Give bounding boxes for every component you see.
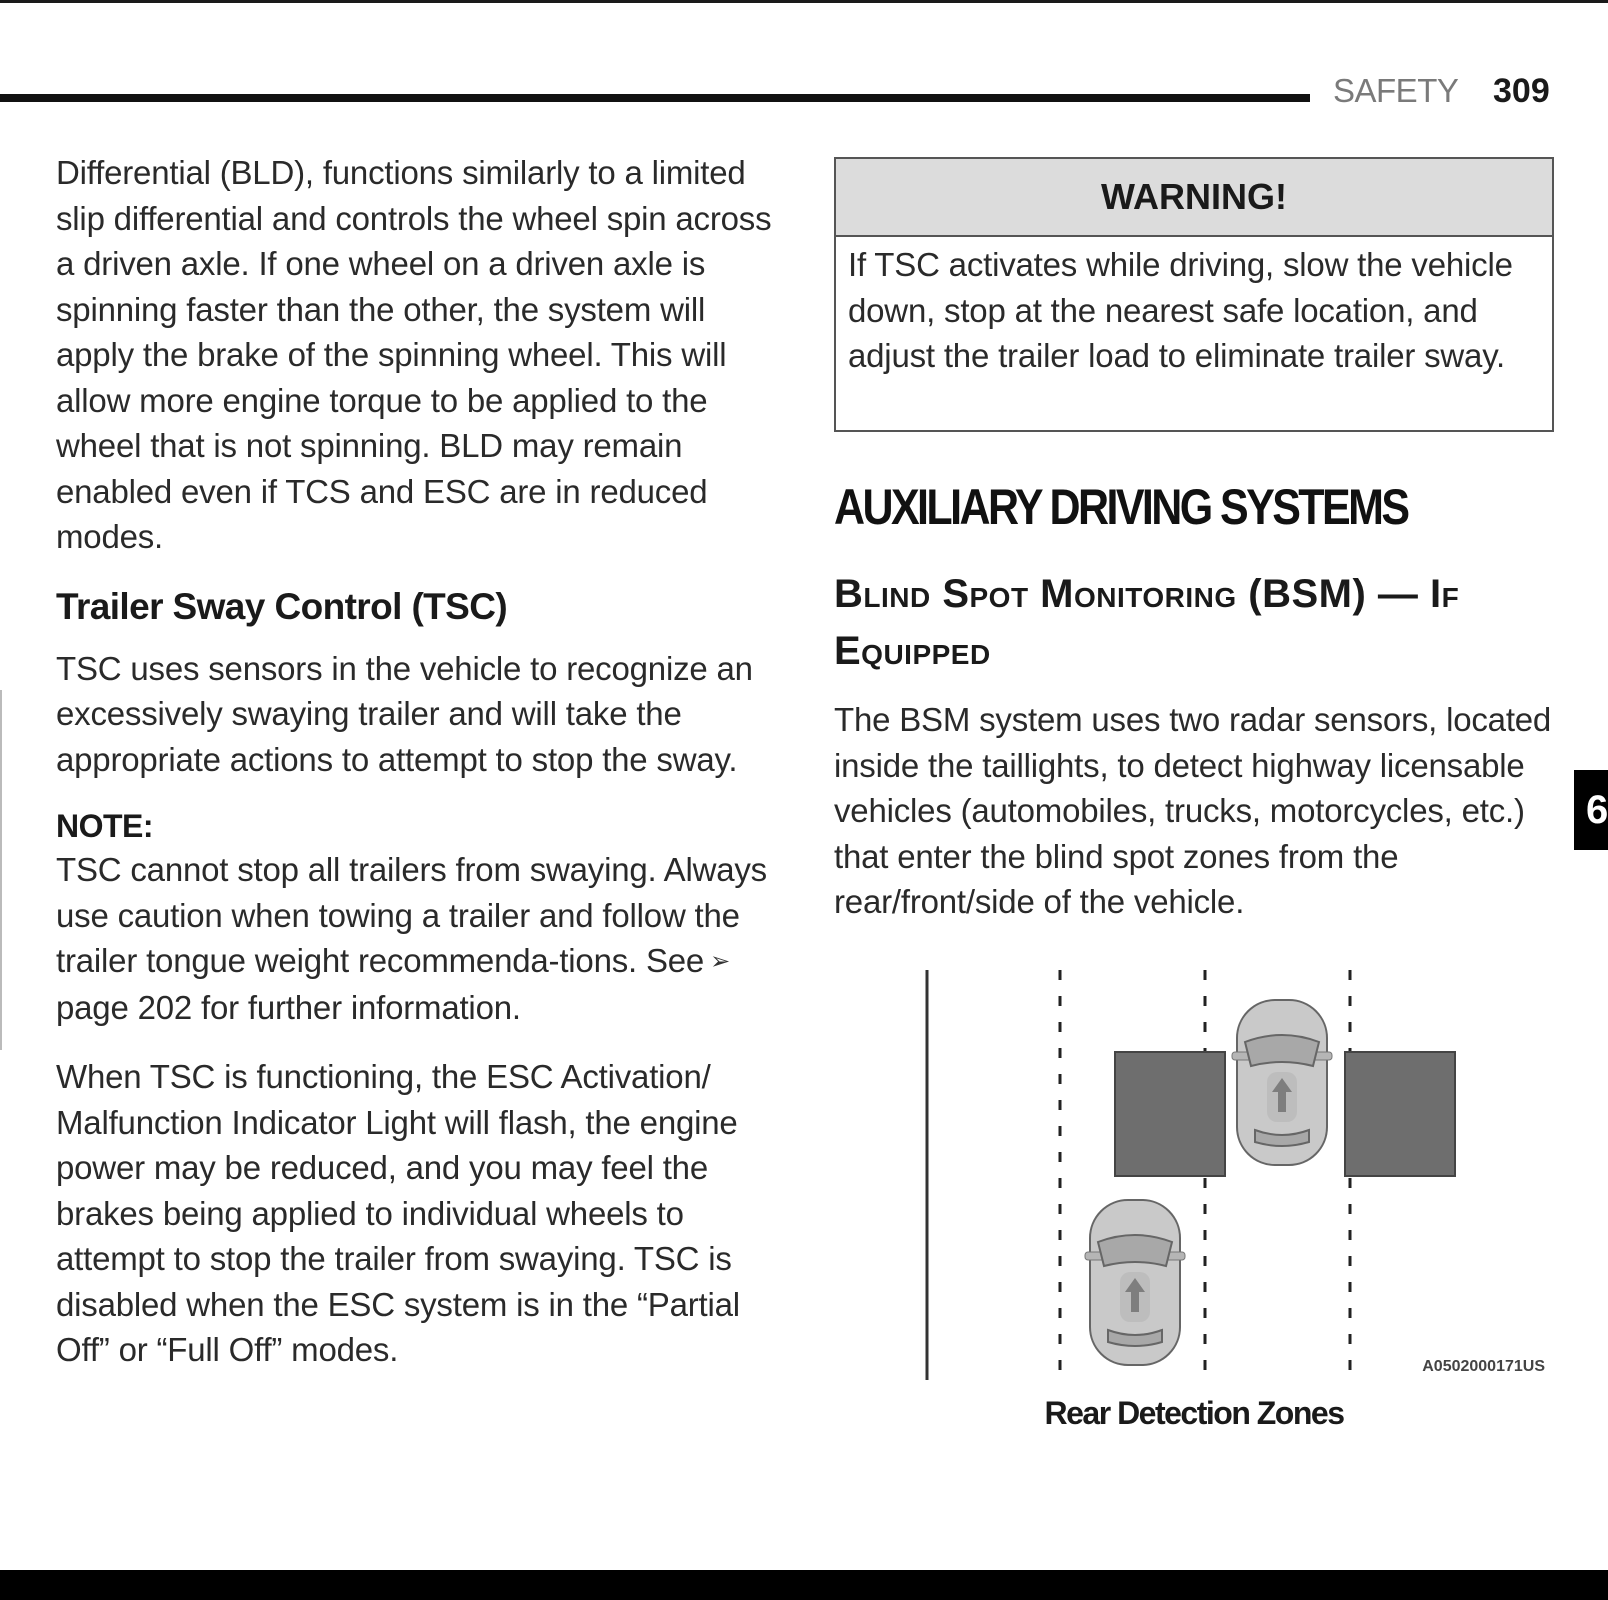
detection-zone-right [1345, 1052, 1455, 1176]
warning-text: If TSC activates while driving, slow the vehicle down, stop at the nearest safe location, and adjust the trailer load to eliminate trailer sway. [848, 246, 1513, 374]
page-edge-shadow [0, 690, 2, 1050]
figure-caption: Rear Detection Zones [1044, 1395, 1344, 1431]
page-number: 309 [1493, 72, 1550, 110]
header-rule [0, 94, 1310, 102]
tsc-heading: Trailer Sway Control (TSC) [56, 585, 508, 627]
trailing-vehicle-icon [1085, 1200, 1185, 1365]
tsc-paragraph: TSC uses sensors in the vehicle to recognize an excessively swaying trailer and will take the appropriate actions to attempt to stop the sway. [56, 649, 753, 778]
top-border [0, 0, 1608, 3]
note-text [56, 847, 786, 1030]
host-vehicle-icon [1232, 1000, 1332, 1165]
bottom-bar [0, 1570, 1608, 1600]
chapter-tab [1574, 770, 1608, 850]
chapter-tab-number: 6 [1586, 788, 1608, 832]
bsm-heading: Blind Spot Monitoring (BSM) — If Equipped [834, 572, 1460, 673]
warning-title: WARNING! [836, 159, 1552, 237]
bsm-paragraph: The BSM system uses two radar sensors, located inside the taillights, to detect highway licensable vehicles (automobiles, trucks, motorcycles, etc.) that enter the blind spot zones from the rear/front/side of the vehicle. [834, 701, 1552, 920]
auxiliary-driving-systems-heading: AUXILIARY DRIVING SYSTEMS [834, 479, 1408, 535]
figure-code: A0502000171US [1422, 1358, 1545, 1375]
note-label: NOTE: [56, 808, 154, 844]
paragraph-spacer [56, 1030, 786, 1054]
bld-paragraph: Differential (BLD), functions similarly to a limited slip differential and controls the wheel spin across a driven axle. If one wheel on a driven axle is spinning faster than the other, the system will apply the brake of the spinning wheel. This will allow more engine torque to be applied to the wheel that is not spinning. BLD may remain enabled even if TCS and ESC are in reduced modes. [56, 154, 772, 555]
warning-box [834, 157, 1554, 432]
left-column [56, 150, 786, 1373]
note-text-start: TSC cannot stop all trailers from swaying. Always use caution when towing a trailer and follow the trailer tongue weight recommenda-tions. See [56, 851, 767, 979]
tsc-function-paragraph: When TSC is functioning, the ESC Activation/ Malfunction Indicator Light will flash, the engine power may be reduced, and you may feel the brakes being applied to individual wheels to attempt to stop the trailer from swaying. TSC is disabled when the ESC system is in the “Partial Off” or “Full Off” modes. [56, 1058, 740, 1368]
note-page-link[interactable]: page 202 for further information. [56, 988, 521, 1026]
header-section-title: SAFETY [1333, 72, 1459, 109]
page-reference-arrow-icon[interactable]: ➢ [710, 948, 731, 975]
detection-zone-left [1115, 1052, 1225, 1176]
rear-detection-zones-diagram [900, 960, 1560, 1380]
